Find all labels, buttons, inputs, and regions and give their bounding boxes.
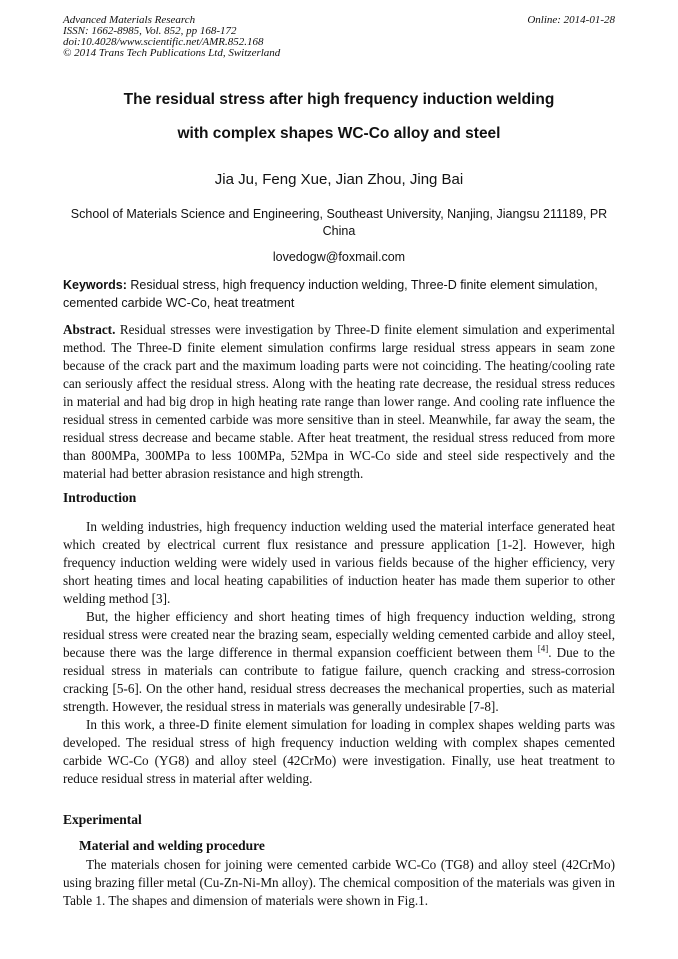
- intro-paragraph-2: [63, 608, 615, 716]
- authors: Jia Ju, Feng Xue, Jian Zhou, Jing Bai: [214, 171, 464, 188]
- email: lovedogw@foxmail.com: [272, 250, 406, 264]
- section-heading-experimental: Experimental: [63, 812, 142, 827]
- paper-title-line2: with complex shapes WC-Co alloy and steel: [177, 125, 501, 142]
- affiliation: School of Materials Science and Engineering, Southeast University, Nanjing, Jiangsu 211189, PR China: [70, 207, 608, 238]
- section-heading-introduction: Introduction: [63, 490, 137, 505]
- copyright: © 2014 Trans Tech Publications Ltd, Switzerland: [63, 47, 281, 59]
- online-date: Online: 2014-01-28: [527, 14, 615, 26]
- journal-header: [63, 15, 615, 59]
- experimental-paragraph-1: The materials chosen for joining were cemented carbide WC-Co (TG8) and alloy steel (42CrMo) using brazing filler metal (Cu-Zn-Ni-Mn alloy). The chemical composition of the materials was given in Table 1. The shapes and dimension of materials were shown in Fig.1.: [63, 857, 615, 908]
- abstract: [63, 321, 615, 483]
- keywords: [63, 276, 615, 312]
- doi: doi:10.4028/www.scientific.net/AMR.852.168: [63, 36, 264, 48]
- intro-paragraph-3: In this work, a three-D finite element simulation for loading in complex shapes welding parts was developed. The residual stress of high frequency induction welding with complex shapes cemented carbide WC-Co (YG8) and alloy steel (42CrMo) were investigation. Finally, use heat treatment to reduce residual stress in material after welding.: [63, 717, 615, 786]
- paper-title-line1: The residual stress after high frequency induction welding: [123, 91, 555, 108]
- journal-name: Advanced Materials Research: [63, 14, 196, 26]
- issn: ISSN: 1662-8985, Vol. 852, pp 168-172: [63, 25, 237, 37]
- citation-4: [4]: [537, 643, 549, 654]
- subsection-heading-material: Material and welding procedure: [79, 838, 265, 853]
- keywords-label: Keywords:: [63, 278, 127, 292]
- experimental-body: [63, 856, 615, 910]
- intro-paragraph-1: In welding industries, high frequency induction welding used the material interface generated heat which created by electrical current flux resistance and pressure application [1-2]. However, high frequency induction welding were widely used in various fields because of the higher efficiency, very short heating times and local heating capabilities of induction heater has made them superior to other welding method [3].: [63, 519, 615, 606]
- abstract-text: Residual stresses were investigation by Three-D finite element simulation and experimental method. The Three-D finite element simulation confirms large residual stress appears in seam zone because of the crack part and the maximum loading parts were not coinciding. The heating/cooling rate can seriously affect the residual stress. Along with the heating rate decrease, the residual stress reduces in material and had big drop in high heating rate range than lower range. And cooling rate influence the residual stress in cemented carbide was more sensitive than in steel. Meanwhile, far away the seam, the residual stress decrease and became stable. After heat treatment, the residual stress reduced from more than 800MPa, 300MPa to less 100MPa, 52Mpa in WC-Co side and steel side respectively and the material had better abrasion resistance and high strength.: [63, 322, 615, 481]
- abstract-label: Abstract.: [63, 322, 116, 337]
- introduction-body: [63, 518, 615, 788]
- intro-p2-part-b: . Due to the residual stress in materials can contribute to fatigue failure, quench cracking and stress-corrosion cracking [5-6]. On the other hand, residual stress decreases the mechanical properties, such as material strength. However, the residual stress in materials was generally undesirable [7-8].: [63, 645, 615, 714]
- keywords-text: Residual stress, high frequency induction welding, Three-D finite element simulation, cemented carbide WC-Co, heat treatment: [63, 278, 598, 310]
- intro-p2-part-a: But, the higher efficiency and short heating times of high frequency induction welding, strong residual stress were created near the brazing seam, especially welding cemented carbide and alloy steel, because there was the large difference in thermal expansion coefficient between them: [63, 609, 615, 660]
